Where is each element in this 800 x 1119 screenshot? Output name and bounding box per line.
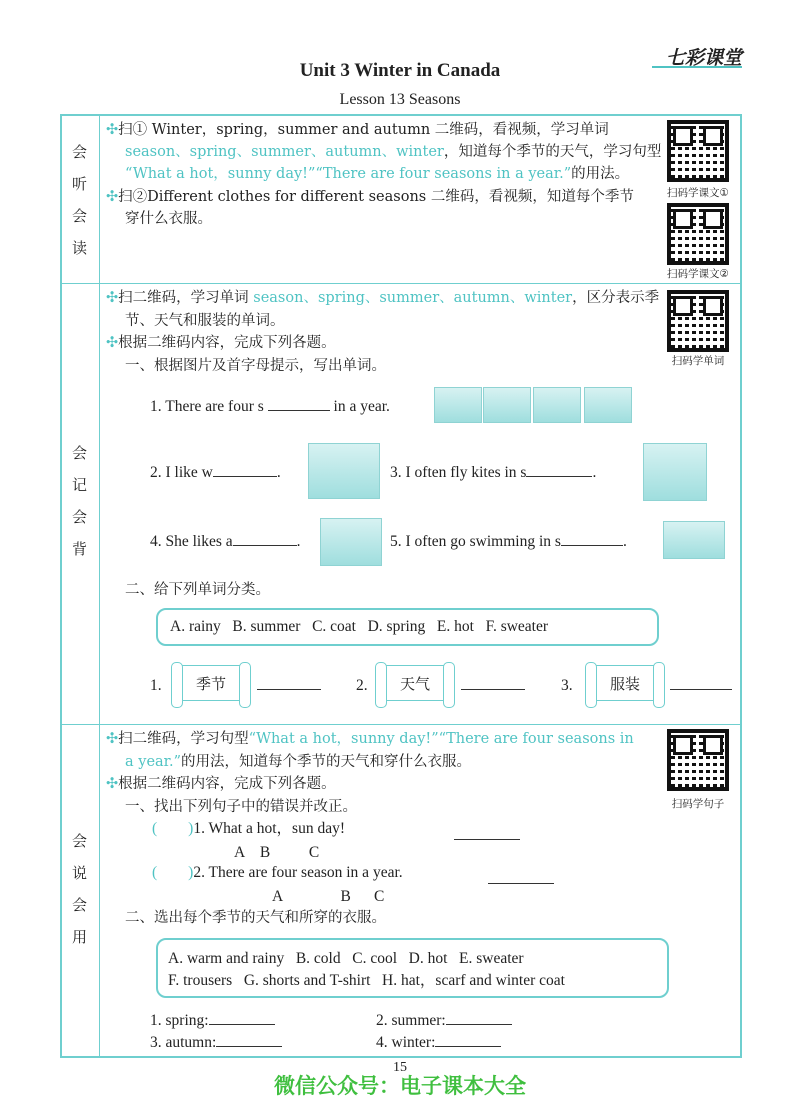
qr-code-icon[interactable]: [667, 290, 729, 352]
lesson-subtitle: Lesson 13 Seasons: [339, 91, 461, 108]
page-number: 15: [393, 1060, 407, 1075]
answer-blank[interactable]: [670, 676, 732, 690]
autumn-picture: [320, 518, 382, 566]
category-1-number: 1.: [150, 677, 162, 694]
season-picture: [434, 387, 482, 423]
category-3-scroll: 服装: [590, 665, 660, 701]
section-label-memorize: 会 记 会 背: [71, 444, 87, 558]
question-4: 4. She likes a .: [150, 533, 301, 550]
spring-picture: [643, 443, 707, 501]
qr-caption: 扫码学句子: [671, 798, 725, 810]
s1-line3: “What a hot，sunny day!”“There are four seasons in a year.”的用法。: [125, 166, 630, 182]
qr-caption: 扫码学课文②: [667, 268, 729, 280]
s1-line4: ✣扫②Different clothes for different seasons 二维码，看视频，知道每个季节: [106, 189, 634, 205]
page-title: Unit 3 Winter in Canada: [299, 60, 501, 81]
column-divider: [99, 114, 100, 1058]
wechat-watermark: 微信公众号：电子课本大全: [274, 1074, 526, 1098]
answer-blank[interactable]: [488, 870, 554, 884]
row-divider-1: [60, 283, 742, 284]
qr-code-icon[interactable]: [667, 729, 729, 791]
error-marks-2: A B C: [272, 888, 385, 905]
s2-part1-heading: 一、根据图片及首字母提示，写出单词。: [125, 358, 386, 374]
s2-line2: 节、天气和服装的单词。: [125, 313, 285, 329]
question-1: 1. There are four s in a year.: [150, 398, 390, 415]
error-question-2: ( )2. There are four season in a year.: [152, 864, 403, 881]
answer-summer: 2. summer:: [376, 1010, 512, 1032]
error-question-1: ( )1. What a hot，sun day!: [152, 820, 345, 837]
winter-picture: [308, 443, 380, 499]
answer-blank[interactable]: [526, 463, 592, 477]
season-picture: [533, 387, 581, 423]
row-divider-2: [60, 724, 742, 725]
bullet-icon: ✣: [106, 776, 119, 792]
s3-part1-heading: 一、找出下列句子中的错误并改正。: [125, 799, 357, 815]
category-2-number: 2.: [356, 677, 368, 694]
qr-code-icon[interactable]: [667, 120, 729, 182]
brand-underline: [652, 66, 742, 68]
s1-line5: 穿什么衣服。: [125, 211, 212, 227]
answer-blank[interactable]: [257, 676, 321, 690]
answer-blank[interactable]: [216, 1033, 282, 1047]
season-picture: [584, 387, 632, 423]
answer-winter: 4. winter:: [376, 1032, 501, 1054]
s1-line1: ✣扫① Winter，spring，summer and autumn 二维码，看视频，学习单词: [106, 122, 609, 138]
bullet-icon: ✣: [106, 335, 119, 351]
answer-blank[interactable]: [213, 463, 277, 477]
s3-line3: ✣根据二维码内容，完成下列各题。: [106, 776, 336, 792]
error-marks-1: A B C: [234, 844, 320, 861]
clothes-options-box: A. warm and rainy B. cold C. cool D. hot E. sweater F. trousers G. shorts and T-shirt H. hat，scarf and winter coat: [156, 938, 669, 998]
s2-part2-heading: 二、给下列单词分类。: [125, 582, 270, 598]
answer-blank[interactable]: [454, 826, 520, 840]
s1-line2: season、spring、summer、autumn、winter，知道每个季节的天气，学习句型: [125, 144, 662, 160]
s2-line3: ✣根据二维码内容，完成下列各题。: [106, 335, 336, 351]
question-2: 2. I like w .: [150, 464, 281, 481]
answer-blank[interactable]: [461, 676, 525, 690]
question-5: 5. I often go swimming in s .: [390, 533, 627, 550]
word-options-box: A. rainy B. summer C. coat D. spring E. hot F. sweater: [156, 608, 659, 646]
category-1-scroll: 季节: [176, 665, 246, 701]
answer-blank[interactable]: [268, 397, 330, 411]
s3-line2: a year.”的用法，知道每个季节的天气和穿什么衣服。: [125, 754, 472, 770]
answer-spring: 1. spring:: [150, 1010, 275, 1032]
qr-code-icon[interactable]: [667, 203, 729, 265]
answer-paren[interactable]: ( ): [152, 820, 194, 837]
answer-blank[interactable]: [209, 1011, 275, 1025]
category-3-number: 3.: [561, 677, 573, 694]
category-2-scroll: 天气: [380, 665, 450, 701]
qr-caption: 扫码学单词: [671, 355, 725, 367]
section-label-listen: 会 听 会 读: [71, 143, 87, 257]
answer-paren[interactable]: ( ): [152, 864, 194, 881]
answer-autumn: 3. autumn:: [150, 1032, 282, 1054]
bullet-icon: ✣: [106, 290, 119, 306]
answer-blank[interactable]: [446, 1011, 512, 1025]
answer-blank[interactable]: [561, 532, 623, 546]
summer-picture: [663, 521, 725, 559]
season-picture: [483, 387, 531, 423]
brand-logo: 七彩课堂: [665, 47, 742, 69]
bullet-icon: ✣: [106, 731, 119, 747]
s2-line1: ✣扫二维码，学习单词 season、spring、summer、autumn、winter，区分表示季: [106, 290, 660, 306]
s3-part2-heading: 二、选出每个季节的天气和所穿的衣服。: [125, 910, 386, 926]
s3-line1: ✣扫二维码，学习句型“What a hot，sunny day!”“There are four seasons in: [106, 731, 634, 747]
bullet-icon: ✣: [106, 189, 119, 205]
question-3: 3. I often fly kites in s .: [390, 464, 597, 481]
section-label-speak: 会 说 会 用: [71, 832, 87, 946]
answer-blank[interactable]: [435, 1033, 501, 1047]
answer-blank[interactable]: [233, 532, 297, 546]
qr-caption: 扫码学课文①: [667, 187, 729, 199]
bullet-icon: ✣: [106, 122, 119, 138]
